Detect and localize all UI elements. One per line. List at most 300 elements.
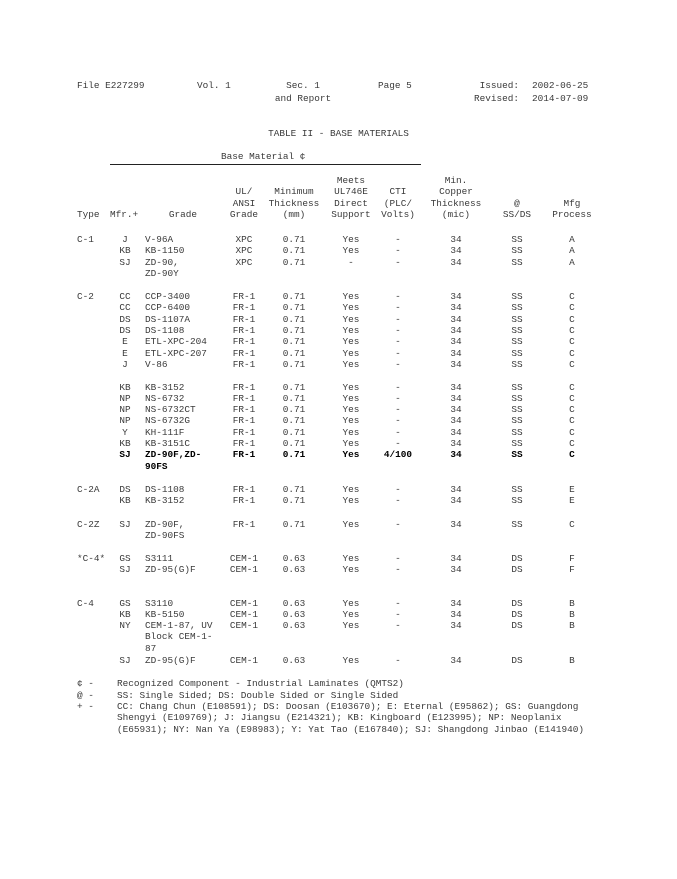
cell-cti: - [395,620,401,632]
cell-thk: 0.71 [282,291,306,302]
cell-proc: C [569,381,575,393]
cell-cti: - [395,381,401,393]
cell-mfr: GS [119,553,131,564]
cell-proc: A [569,234,575,245]
table-row [0,415,677,426]
cell-grade: ETL-XPC-204 [145,336,207,348]
cell-mfr: NY [119,620,131,632]
cell-thk: 0.71 [282,336,306,348]
table-row [0,484,677,495]
table-title: TABLE II - BASE MATERIALS [268,128,409,139]
cell-grade: NS-6732G [145,415,191,427]
cell-cop: 34 [450,234,462,245]
cell-ss: SS [511,324,523,336]
cell-thk: 0.71 [282,324,306,336]
cell-mfr: J [122,234,128,245]
cell-type: C-2A [77,484,100,495]
column-header-cop-line: Copper [439,186,473,198]
cell-cop: 34 [450,620,462,632]
cell-ansi: FR-1 [232,392,256,404]
cell-thk: 0.71 [282,234,306,245]
column-header-mfr-line: Mfr.+ [110,208,139,220]
cell-ansi: CEM-1 [229,620,259,632]
footnote-symbol: ¢ - [77,678,94,689]
column-header-grade [163,209,203,220]
cell-cop: 34 [450,256,462,268]
cell-cti: - [395,358,401,370]
cell-ansi: FR-1 [232,336,256,348]
column-header-mfr [110,209,142,220]
cell-thk: 0.71 [282,518,306,530]
cell-grade: NS-6732 [145,392,185,404]
cell-meets: Yes [342,438,360,449]
cell-cop: 34 [450,608,462,620]
cell-proc: A [569,245,575,257]
cell-cop: 34 [450,347,462,359]
cell-cti: - [395,484,401,495]
cell-mfr: KB [119,608,131,620]
cell-grade: ZD-95(G)F [145,655,196,666]
table-row [0,449,677,460]
cell-cti: - [395,553,401,564]
issued-label: Issued: [479,80,519,91]
cell-meets: Yes [342,597,360,609]
cell-cti: - [395,608,401,620]
cell-cop: 34 [450,313,462,325]
cell-grade: S3110 [145,597,174,609]
cell-cop: 34 [450,518,462,530]
cell-proc: C [569,302,575,314]
footnote-symbol: + - [77,701,94,712]
cell-ss: SS [511,404,523,416]
cell-cti: - [395,336,401,348]
cell-grade: DS-1108 [145,484,185,495]
cell-thk: 0.71 [282,484,306,495]
cell-cti: - [395,655,401,666]
cell-ansi: CEM-1 [229,608,259,620]
column-header-proc-line: Mfg [563,197,581,209]
column-header-ss-line: SS/DS [502,208,532,220]
cell-meets: Yes [342,404,360,416]
cell-thk: 0.63 [282,597,306,609]
cell-mfr: NP [119,404,131,416]
cell-cop: 34 [450,655,462,666]
cell-mfr: E [122,347,128,359]
cell-mfr: Y [122,426,128,438]
cell-grade: NS-6732CT [145,404,196,416]
cell-cti: - [395,256,401,268]
column-header-thk [266,186,322,220]
table-row [0,598,677,609]
table-row [0,461,677,472]
cell-ansi: FR-1 [232,358,256,370]
column-header-cti [380,186,416,220]
cell-thk: 0.71 [282,426,306,438]
cell-proc: C [569,313,575,325]
cell-proc: C [569,336,575,348]
cell-grade: ZD-90F,ZD- [145,449,202,461]
cell-cop: 34 [450,404,462,416]
cell-ansi: FR-1 [232,302,256,314]
cell-cop: 34 [450,564,462,576]
cell-cti: - [395,245,401,257]
cell-meets: Yes [342,245,360,257]
section-line-2: and Report [274,93,332,104]
cell-ansi: FR-1 [232,313,256,325]
cell-cop: 34 [450,415,462,427]
cell-thk: 0.71 [282,392,306,404]
cell-mfr: SJ [119,655,131,666]
column-header-ss-line: @ [514,197,520,209]
cell-type: C-1 [77,234,94,245]
cell-ss: SS [511,484,523,495]
cell-thk: 0.63 [282,564,306,576]
cell-mfr: CC [119,302,131,314]
cell-grade: ZD-90FS [145,529,185,541]
cell-ansi: FR-1 [232,495,256,507]
cell-proc: C [569,426,575,438]
column-header-meets-line: Meets [336,175,366,187]
column-header-ansi-line: UL/ [235,186,253,198]
cell-ss: SS [511,347,523,359]
cell-ss: DS [511,608,523,620]
cell-proc: B [569,597,575,609]
cell-grade: CCP-6400 [145,302,191,314]
column-header-thk-line: (mm) [282,208,306,220]
cell-cti: - [395,392,401,404]
cell-cti: - [395,324,401,336]
cell-grade: DS-1108 [145,324,185,336]
table-row [0,643,677,654]
cell-mfr: SJ [119,564,131,576]
group-header-rule [110,164,421,165]
table-row [0,631,677,642]
cell-proc: C [569,415,575,427]
cell-grade: ZD-90F, [145,518,185,530]
cell-mfr: E [122,336,128,348]
table-row [0,336,677,347]
cell-meets: Yes [342,484,360,495]
cell-grade: 87 [145,642,157,654]
cell-grade: 90FS [145,460,168,472]
column-header-thk-line: Thickness [268,197,320,209]
cell-grade: KB-3151C [145,438,191,449]
cell-ss: SS [511,449,523,461]
cell-mfr: J [122,358,128,370]
table-row [0,609,677,620]
cell-ss: DS [511,655,523,666]
cell-thk: 0.71 [282,245,306,257]
cell-grade: S3111 [145,553,174,564]
cell-proc: E [569,495,575,507]
cell-thk: 0.71 [282,256,306,268]
cell-proc: A [569,256,575,268]
revised-date: 2014-07-09 [532,93,589,104]
cell-cti: - [395,302,401,314]
cell-cop: 34 [450,597,462,609]
cell-cti: - [395,597,401,609]
footnote-text: CC: Chang Chun (E108591); DS: Doosan (E103670); E: Eternal (E95862); GS: Guangdong Shengyi (E109769); J: Jiangsu (E214321); KB: Kingboard (E123995); NP: Neoplanix (E65931); NY: Nan Ya (E98983); Y: Yat Tao (E167840); SJ: Shangdong Jinbao (E141940) [117,701,584,735]
cell-cop: 34 [450,291,462,302]
cell-proc: E [569,484,575,495]
table-row [0,302,677,313]
cell-meets: Yes [342,358,360,370]
table-row [0,427,677,438]
cell-grade: KB-3152 [145,381,185,393]
cell-cti: - [395,438,401,449]
cell-meets: Yes [342,234,360,245]
cell-meets: Yes [342,495,360,507]
cell-ss: SS [511,291,523,302]
cell-cti: 4/100 [383,449,413,461]
cell-proc: B [569,620,575,632]
cell-cop: 34 [450,438,462,449]
cell-ansi: CEM-1 [229,564,259,576]
cell-proc: C [569,438,575,449]
cell-mfr: DS [119,313,131,325]
table-row [0,530,677,541]
cell-proc: C [569,358,575,370]
section-line-1: Sec. 1 [286,80,320,91]
cell-cti: - [395,495,401,507]
cell-thk: 0.71 [282,415,306,427]
table-row [0,234,677,245]
table-row [0,404,677,415]
cell-ansi: FR-1 [232,415,256,427]
cell-ss: DS [511,620,523,632]
table-row [0,438,677,449]
cell-ss: SS [511,518,523,530]
cell-thk: 0.71 [282,381,306,393]
cell-thk: 0.71 [282,404,306,416]
table-row [0,268,677,279]
cell-cti: - [395,564,401,576]
cell-ss: SS [511,313,523,325]
cell-ansi: CEM-1 [229,553,259,564]
cell-cti: - [395,313,401,325]
cell-mfr: GS [119,597,131,609]
cell-mfr: DS [119,484,131,495]
dates-labels [459,79,519,105]
file-number: File E227299 [77,80,145,91]
cell-ss: SS [511,495,523,507]
cell-proc: F [569,553,575,564]
cell-mfr: KB [119,245,131,257]
cell-grade: KB-5150 [145,608,185,620]
footnote-symbol: @ - [77,690,94,701]
cell-meets: Yes [342,302,360,314]
cell-grade: ZD-90Y [145,267,179,279]
cell-cti: - [395,415,401,427]
cell-meets: Yes [342,449,360,461]
cell-meets: - [348,256,354,268]
table-row [0,519,677,530]
cell-cop: 34 [450,484,462,495]
column-header-proc-line: Process [552,208,592,220]
cell-cti: - [395,404,401,416]
cell-ansi: FR-1 [232,404,256,416]
dates-values [532,79,588,105]
cell-ansi: FR-1 [232,347,256,359]
cell-cti: - [395,291,401,302]
cell-type: *C-4* [77,553,106,564]
cell-type: C-2 [77,291,94,302]
cell-ss: DS [511,597,523,609]
cell-type: C-4 [77,597,94,609]
column-header-meets [328,175,374,220]
cell-ss: SS [511,381,523,393]
column-header-grade-line: Grade [168,208,198,220]
cell-ss: SS [511,438,523,449]
cell-proc: B [569,655,575,666]
cell-meets: Yes [342,518,360,530]
table-row [0,393,677,404]
cell-cop: 34 [450,495,462,507]
column-header-thk-line: Minimum [274,186,314,198]
cell-proc: C [569,324,575,336]
cell-grade: CEM-1-87, UV [145,620,213,632]
cell-thk: 0.71 [282,438,306,449]
table-row [0,382,677,393]
cell-proc: C [569,518,575,530]
cell-ansi: FR-1 [232,426,256,438]
cell-ansi: FR-1 [232,484,256,495]
cell-ss: SS [511,256,523,268]
cell-meets: Yes [342,426,360,438]
table-row [0,620,677,631]
cell-grade: KB-3152 [145,495,185,507]
table-row [0,655,677,666]
cell-thk: 0.71 [282,495,306,507]
cell-grade: DS-1107A [145,313,191,325]
cell-grade: V-96A [145,234,174,245]
column-header-ansi-line: Grade [229,208,259,220]
cell-cop: 34 [450,381,462,393]
cell-type: C-2Z [77,518,100,530]
cell-ansi: FR-1 [232,291,256,302]
column-header-ss [496,198,538,220]
cell-ss: DS [511,564,523,576]
base-material-group-header: Base Material ¢ [221,151,306,162]
cell-thk: 0.63 [282,553,306,564]
cell-cti: - [395,347,401,359]
column-header-cop-line: Thickness [430,197,482,209]
table-row [0,325,677,336]
cell-ansi: CEM-1 [229,655,259,666]
column-header-cti-line: CTI [389,186,407,198]
cell-thk: 0.71 [282,358,306,370]
cell-cti: - [395,518,401,530]
cell-proc: B [569,608,575,620]
cell-grade: KB-1150 [145,245,185,257]
cell-ss: DS [511,553,523,564]
cell-ss: SS [511,234,523,245]
cell-ansi: XPC [235,234,253,245]
cell-grade: Block CEM-1- [145,631,213,643]
cell-ansi: XPC [235,245,253,257]
cell-meets: Yes [342,608,360,620]
cell-meets: Yes [342,347,360,359]
cell-ansi: FR-1 [232,381,256,393]
cell-mfr: DS [119,324,131,336]
cell-proc: C [569,449,575,461]
page-number: Page 5 [378,80,412,91]
cell-cop: 34 [450,553,462,564]
cell-mfr: SJ [119,518,131,530]
cell-proc: C [569,347,575,359]
cell-mfr: SJ [119,256,131,268]
cell-ansi: FR-1 [232,449,256,461]
cell-cti: - [395,234,401,245]
cell-mfr: KB [119,381,131,393]
table-row [0,291,677,302]
cell-ss: SS [511,426,523,438]
cell-meets: Yes [342,313,360,325]
cell-proc: F [569,564,575,576]
footnote-text: Recognized Component - Industrial Laminates (QMTS2) [117,678,404,689]
cell-mfr: CC [119,291,131,302]
column-header-cti-line: Volts) [381,208,415,220]
cell-proc: C [569,404,575,416]
column-header-meets-line: Direct [334,197,368,209]
cell-meets: Yes [342,655,360,666]
column-header-ansi-line: ANSI [232,197,256,209]
cell-grade: ETL-XPC-207 [145,347,207,359]
cell-ss: SS [511,302,523,314]
cell-cop: 34 [450,324,462,336]
cell-ansi: FR-1 [232,438,256,449]
cell-thk: 0.71 [282,347,306,359]
cell-cti: - [395,426,401,438]
cell-thk: 0.63 [282,655,306,666]
cell-meets: Yes [342,392,360,404]
cell-ansi: XPC [235,256,253,268]
table-row [0,245,677,256]
cell-ansi: FR-1 [232,518,256,530]
cell-grade: V-86 [145,358,168,370]
cell-cop: 34 [450,302,462,314]
cell-mfr: SJ [119,449,131,461]
cell-thk: 0.71 [282,449,306,461]
cell-grade: CCP-3400 [145,291,191,302]
cell-ss: SS [511,358,523,370]
table-row [0,314,677,325]
column-header-cop [424,175,488,220]
cell-ss: SS [511,336,523,348]
section [267,79,339,105]
cell-meets: Yes [342,564,360,576]
volume: Vol. 1 [197,80,231,91]
cell-thk: 0.71 [282,302,306,314]
table-row [0,564,677,575]
cell-ss: SS [511,245,523,257]
column-header-ansi [226,186,262,220]
cell-grade: ZD-95(G)F [145,564,196,576]
cell-meets: Yes [342,553,360,564]
revised-label: Revised: [473,93,519,104]
issued-date: 2002-06-25 [532,80,589,91]
column-header-meets-line: UL746E [334,186,368,198]
column-header-cop-line: (mic) [441,208,471,220]
table-row [0,495,677,506]
column-header-type [77,209,107,220]
cell-mfr: KB [119,438,131,449]
cell-proc: C [569,291,575,302]
cell-meets: Yes [342,324,360,336]
cell-mfr: NP [119,415,131,427]
cell-cop: 34 [450,392,462,404]
cell-ansi: CEM-1 [229,597,259,609]
